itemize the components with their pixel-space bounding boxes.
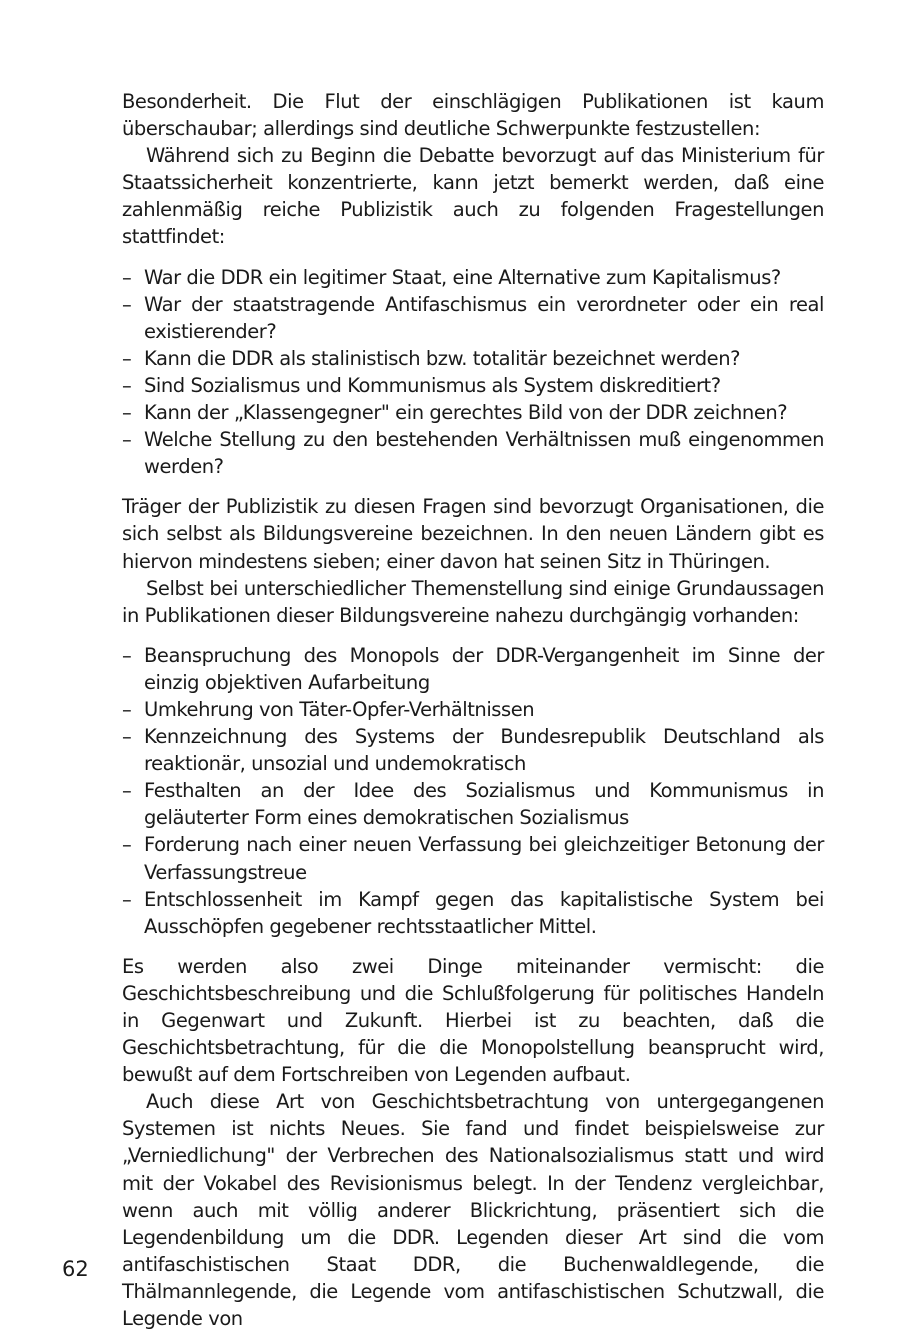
list-item: – Umkehrung von Täter-Opfer-Verhältnissen [122,697,535,721]
list-item: – Festhalten an der Idee des Sozialismus und Kommunismus in geläuterter Form eines demokratischen Sozialismus [122,779,824,830]
statement-text: Kennzeichnung des Systems der Bundesrepublik Deutschland als reaktionär, unsozial und undemokratisch [144,725,824,776]
page-number: 62 [62,1257,89,1281]
question-text: War die DDR ein legitimer Staat, eine Alternative zum Kapitalismus? [144,265,781,289]
list-item: – Welche Stellung zu den bestehenden Verhältnissen muß eingenommen werden? [122,428,824,479]
list-item: – Kennzeichnung des Systems der Bundesrepublik Deutschland als reaktionär, unsozial und undemokratisch [122,725,824,776]
question-text: Kann die DDR als stalinistisch bzw. totalitär bezeichnet werden? [144,346,741,370]
statement-text: Entschlossenheit im Kampf gegen das kapitalistische System bei Ausschöpfen gegebener rechtsstaatlicher Mittel. [144,887,824,938]
question-text: Welche Stellung zu den bestehenden Verhältnissen muß eingenommen werden? [144,428,824,479]
list-item: – Sind Sozialismus und Kommunismus als System diskreditiert? [122,373,721,397]
list-item: – Kann die DDR als stalinistisch bzw. totalitär bezeichnet werden? [122,346,741,370]
list-item: – War die DDR ein legitimer Staat, eine Alternative zum Kapitalismus? [122,265,781,289]
list-item: – War der staatstragende Antifaschismus ein verordneter oder ein real existierender? [122,292,824,343]
paragraph-intro: Besonderheit. Die Flut der einschlägigen Publikationen ist kaum überschaubar; allerdings sind deutliche Schwerpunkte festzustellen: [122,90,824,141]
body-text [122,88,824,1332]
statement-text: Forderung nach einer neuen Verfassung bei gleichzeitiger Betonung der Verfassungstreue [144,833,824,884]
paragraph-publicists: Träger der Publizistik zu diesen Fragen sind bevorzugt Organisationen, die sich selbst als Bildungsvereine bezeichnen. In den neuen Ländern gibt es hiervon mindestens sieben; einer davon hat seinen Sitz in Thüringen. [122,495,824,573]
list-item: – Entschlossenheit im Kampf gegen das kapitalistische System bei Ausschöpfen gegebener rechtsstaatlicher Mittel. [122,887,824,938]
paragraph-conclusion: Es werden also zwei Dinge miteinander vermischt: die Geschichtsbeschreibung und die Schlußfolgerung für politisches Handeln in Gegenwart und Zukunft. Hierbei ist zu beachten, daß die Geschichtsbetrachtung, für die die Monopolstellung beansprucht wird, bewußt auf dem Fortschreiben von Legenden aufbaut. [122,954,824,1087]
question-text: Kann der „Klassengegner" ein gerechtes Bild von der DDR zeichnen? [144,401,788,425]
list-item: – Forderung nach einer neuen Verfassung bei gleichzeitiger Betonung der Verfassungstreue [122,833,824,884]
paragraph-debate: Während sich zu Beginn die Debatte bevorzugt auf das Ministerium für Staatssicherheit konzentrierte, kann jetzt bemerkt werden, daß eine zahlenmäßig reiche Publizistik auch zu folgenden Fragestellungen stattfindet: [122,144,824,249]
question-list [122,264,824,481]
statement-text: Beanspruchung des Monopols der DDR-Vergangenheit im Sinne der einzig objektiven Aufarbeitung [144,643,824,694]
statement-text: Festhalten an der Idee des Sozialismus und Kommunismus in geläuterter Form eines demokratischen Sozialismus [144,779,824,830]
statement-list [122,642,824,940]
statement-text: Umkehrung von Täter-Opfer-Verhältnissen [144,697,535,721]
list-item: – Beanspruchung des Monopols der DDR-Vergangenheit im Sinne der einzig objektiven Aufarbeitung [122,643,824,694]
question-text: War der staatstragende Antifaschismus ein verordneter oder ein real existierender? [144,292,824,343]
list-item: – Kann der „Klassengegner" ein gerechtes Bild von der DDR zeichnen? [122,401,788,425]
question-text: Sind Sozialismus und Kommunismus als System diskreditiert? [144,373,721,397]
paragraph-legends: Auch diese Art von Geschichtsbetrachtung von untergegangenen Systemen ist nichts Neues. Sie fand und findet beispielsweise zur „Verniedlichung" der Verbrechen des Nationalsozialismus statt und wird mit der Vokabel des Revisionismus belegt. In der Tendenz vergleichbar, wenn auch mit völlig anderer Blickrichtung, präsentiert sich die Legendenbildung um die DDR. Legenden dieser Art sind die vom antifaschistischen Staat DDR, die Buchenwaldlegende, die Thälmannlegende, die Legende vom antifaschistischen Schutzwall, die Legende von [122,1090,824,1331]
paragraph-statements-intro: Selbst bei unterschiedlicher Themenstellung sind einige Grundaussagen in Publikationen dieser Bildungsvereine nahezu durchgängig vorhanden: [122,576,824,627]
